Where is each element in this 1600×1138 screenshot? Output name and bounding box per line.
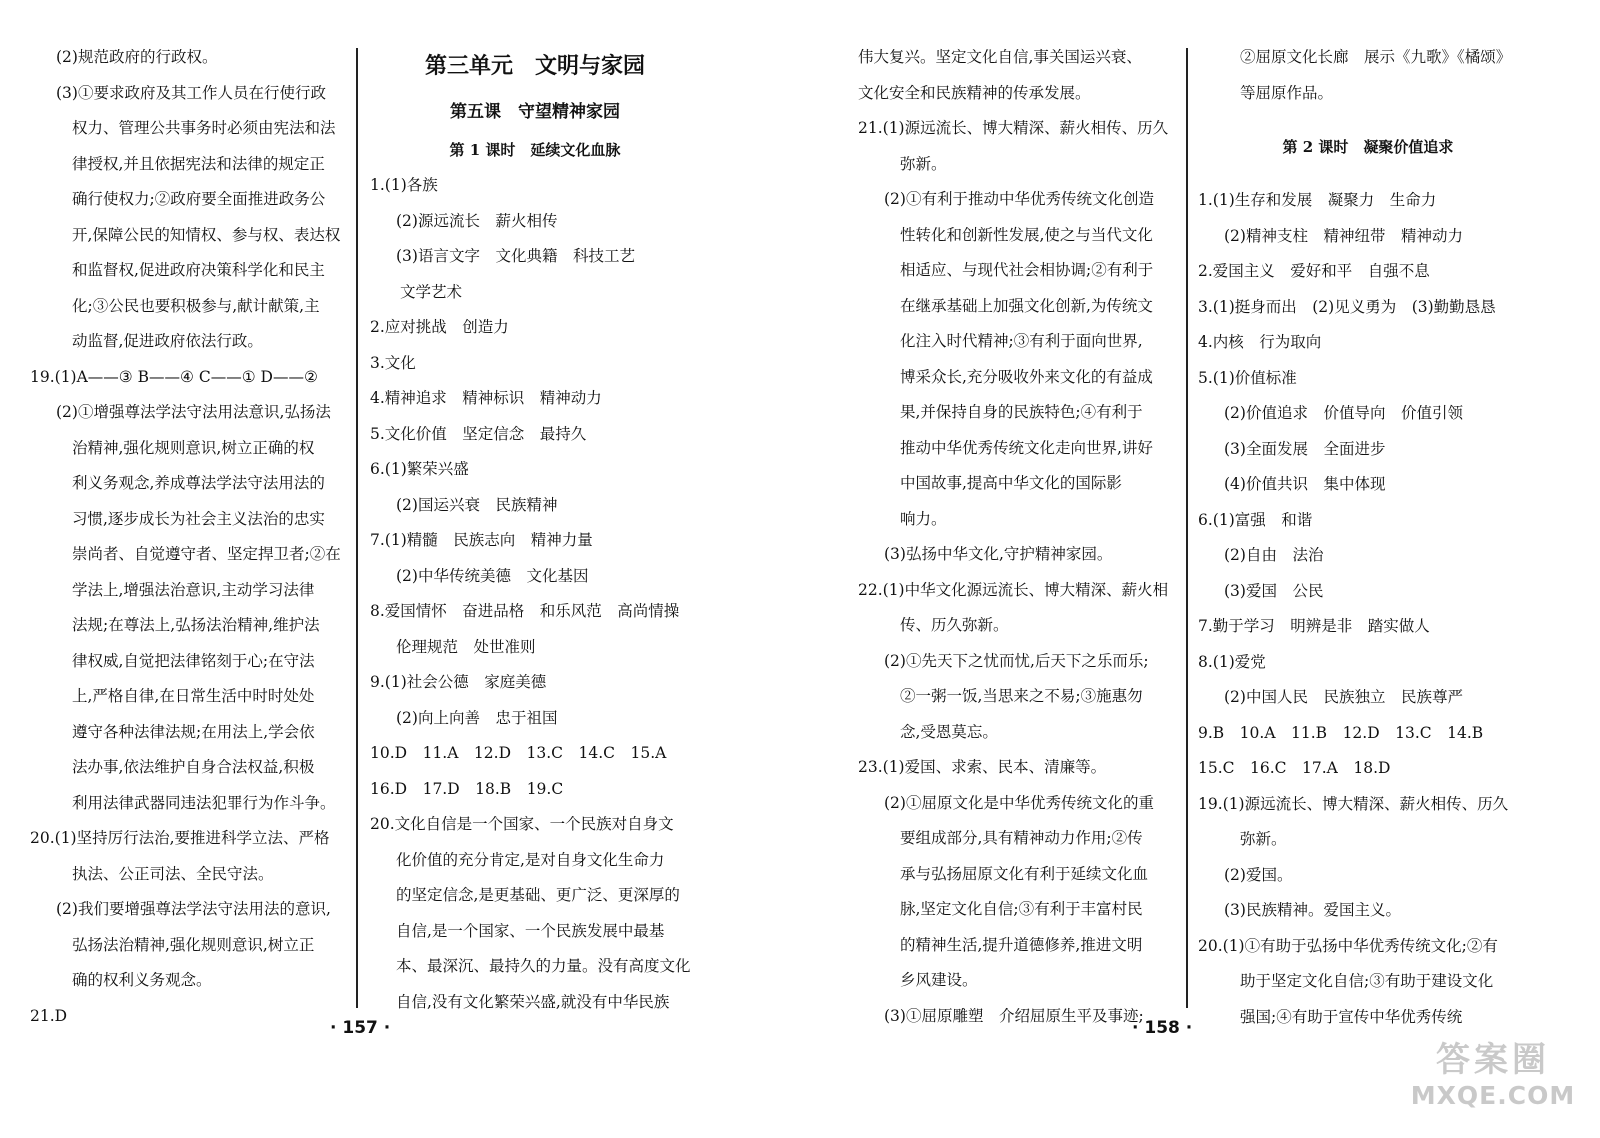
answer-line: 上,严格自律,在日常生活中时时处处 (72, 687, 315, 705)
answer-line: 律权威,自觉把法律铭刻于心;在守法 (72, 651, 315, 670)
answer-line: 20.文化自信是一个国家、一个民族对自身文 (370, 815, 674, 833)
answer-line: (2)中国人民 民族独立 民族尊严 (1224, 688, 1463, 706)
answer-line: 习惯,逐步成长为社会主义法治的忠实 (72, 509, 325, 528)
answer-line: 21.(1)源远流长、博大精深、薪火相传、历久 (858, 119, 1169, 137)
answer-line: (3)爱国 公民 (1224, 581, 1324, 600)
answer-line: 乡风建设。 (900, 971, 978, 989)
answer-line: (2)源远流长 薪火相传 (396, 211, 558, 230)
answer-line: 22.(1)中华文化源远流长、博大精深、薪火相 (858, 580, 1169, 599)
answer-line: 性转化和创新性发展,使之与当代文化 (900, 225, 1153, 244)
answer-line: (3)①要求政府及其工作人员在行使行政 (56, 83, 326, 102)
answer-line: 本、最深沉、最持久的力量。没有高度文化 (396, 957, 691, 975)
answer-line: (2)中华传统美德 文化基因 (396, 566, 589, 585)
answer-line: 等屈原作品。 (1240, 83, 1334, 102)
answer-line: 法规;在尊法上,弘扬法治精神,维护法 (72, 616, 320, 634)
answer-line: (2)精神支柱 精神纽带 精神动力 (1224, 226, 1463, 245)
answer-line: (2)爱国。 (1224, 865, 1293, 884)
answer-line: ②一粥一饭,当思来之不易;③施惠勿 (900, 687, 1143, 705)
right-page-column-2 (1198, 40, 1538, 1035)
answer-line: ②屈原文化长廊 展示《九歌》《橘颂》 (1240, 48, 1512, 66)
answer-line: (3)弘扬中华文化,守护精神家园。 (884, 545, 1113, 563)
answer-line: 推动中华优秀传统文化走向世界,讲好 (900, 438, 1153, 457)
page-number-left: · 157 · (330, 1018, 391, 1038)
answer-line: 相适应、与现代社会相协调;②有利于 (900, 261, 1154, 279)
answer-line: 2.爱国主义 爱好和平 自强不息 (1198, 262, 1430, 280)
answer-line: 权力、管理公共事务时必须由宪法和法 (72, 119, 336, 137)
answer-line: 8.爱国情怀 奋进品格 和乐风范 高尚情操 (370, 602, 680, 620)
answer-line: 要组成部分,具有精神动力作用;②传 (900, 829, 1143, 847)
answer-line: 21.D (30, 1006, 68, 1025)
answer-line: 23.(1)爱国、求索、民本、清廉等。 (858, 758, 1107, 776)
answer-line: 弥新。 (900, 154, 947, 173)
answer-line: 文学艺术 (400, 282, 463, 301)
answer-line: 自信,没有文化繁荣兴盛,就没有中华民族 (396, 992, 670, 1011)
answer-line: 的坚定信念,是更基础、更广泛、更深厚的 (396, 886, 680, 904)
answer-line: 传、历久弥新。 (900, 616, 1009, 634)
answer-line: 3.文化 (370, 353, 416, 372)
answer-line: 响力。 (900, 509, 947, 528)
answer-line: (2)价值追求 价值导向 价值引领 (1224, 404, 1463, 422)
answer-line: 19.(1)源远流长、博大精深、薪火相传、历久 (1198, 794, 1509, 813)
answer-line: (2)①屈原文化是中华优秀传统文化的重 (884, 793, 1154, 812)
answer-line: 念,受恩莫忘。 (900, 722, 998, 741)
left-page-column-2 (370, 40, 700, 1020)
answer-line: 文化安全和民族精神的传承发展。 (858, 83, 1091, 102)
answer-line: 伟大复兴。坚定文化自信,事关国运兴衰、 (858, 48, 1142, 66)
watermark-text-en: MXQE.COM (1410, 1081, 1576, 1110)
answer-line: 5.文化价值 坚定信念 最持久 (370, 424, 587, 443)
answer-line: 确行使权力;②政府要全面推进政务公 (72, 190, 326, 208)
answer-line: (2)国运兴衰 民族精神 (396, 495, 558, 514)
answer-line: 20.(1)坚持厉行法治,要推进科学立法、严格 (30, 829, 330, 847)
spacer (1198, 165, 1538, 183)
answer-line: (2)①增强尊法学法守法用法意识,弘扬法 (56, 403, 331, 421)
answer-line: (4)价值共识 集中体现 (1224, 475, 1386, 493)
answer-line: 助于坚定文化自信;③有助于建设文化 (1240, 972, 1494, 990)
answer-line: 19.(1)A——③ B——④ C——① D——② (30, 367, 318, 386)
watermark-logo (1398, 1032, 1588, 1110)
answer-line: 6.(1)繁荣兴盛 (370, 460, 469, 478)
answer-line: 在继承基础上加强文化创新,为传统文 (900, 296, 1153, 315)
left-page-column-1 (30, 40, 360, 1034)
answer-line: 脉,坚定文化自信;③有利于丰富村民 (900, 900, 1143, 918)
answer-line: 法办事,依法维护自身合法权益,积极 (72, 758, 315, 776)
answer-line: 确的权利义务观念。 (72, 971, 212, 989)
answer-line: (2)向上向善 忠于祖国 (396, 708, 558, 727)
answer-line: 4.内核 行为取向 (1198, 333, 1322, 351)
answer-line: (2)①有利于推动中华优秀传统文化创造 (884, 190, 1154, 208)
spacer (1198, 111, 1538, 129)
answer-line: (2)自由 法治 (1224, 546, 1324, 564)
answer-line: 弥新。 (1240, 830, 1287, 848)
answer-line: 10.D 11.A 12.D 13.C 14.C 15.A (370, 744, 667, 762)
answer-line: 9.B 10.A 11.B 12.D 13.C 14.B (1198, 723, 1484, 742)
lesson-title: 第五课 守望精神家园 (450, 102, 620, 122)
answer-line: (3)①屈原雕塑 介绍屈原生平及事迹; (884, 1006, 1144, 1025)
answer-line: 执法、公正司法、全民守法。 (72, 864, 274, 883)
answer-line: 开,保障公民的知情权、参与权、表达权 (72, 225, 341, 244)
answer-line: 崇尚者、自觉遵守者、坚定捍卫者;②在 (72, 545, 341, 563)
answer-line: 伦理规范 处世准则 (396, 637, 536, 656)
answer-line: 弘扬法治精神,强化规则意识,树立正 (72, 935, 315, 954)
answer-line: 强国;④有助于宣传中华优秀传统 (1240, 1007, 1463, 1026)
answer-line: 4.精神追求 精神标识 精神动力 (370, 389, 602, 407)
answer-line: 7.勤于学习 明辨是非 踏实做人 (1198, 617, 1430, 635)
answer-line: 20.(1)①有助于弘扬中华优秀传统文化;②有 (1198, 936, 1498, 955)
answer-line: 利用法律武器同违法犯罪行为作斗争。 (72, 793, 336, 812)
answer-line: 的精神生活,提升道德修养,推进文明 (900, 935, 1143, 954)
column-divider (1186, 48, 1188, 1008)
answer-line: 和监督权,促进政府决策科学化和民主 (72, 261, 325, 279)
answer-line: (3)语言文字 文化典籍 科技工艺 (396, 247, 635, 265)
answer-line: 2.应对挑战 创造力 (370, 318, 509, 336)
answer-line: 博采众长,充分吸收外来文化的有益成 (900, 367, 1153, 386)
answer-line: 5.(1)价值标准 (1198, 368, 1297, 387)
answer-line: 承与弘扬屈原文化有利于延续文化血 (900, 864, 1149, 883)
answer-line: (2)①先天下之忧而忧,后天下之乐而乐; (884, 651, 1149, 670)
right-page-column-1 (858, 40, 1188, 1034)
answer-line: 果,并保持自身的民族特色;④有利于 (900, 403, 1143, 421)
answer-line: (3)民族精神。爱国主义。 (1224, 901, 1401, 919)
watermark-text-cn: 答案圈 (1436, 1040, 1550, 1080)
answer-line: (3)全面发展 全面进步 (1224, 439, 1386, 458)
answer-line: 化价值的充分肯定,是对自身文化生命力 (396, 850, 665, 869)
answer-line: 自信,是一个国家、一个民族发展中最基 (396, 921, 665, 940)
answer-line: (2)我们要增强尊法学法守法用法的意识, (56, 900, 331, 918)
column-divider (356, 48, 358, 1008)
answer-line: 1.(1)各族 (370, 176, 438, 194)
answer-line: (2)规范政府的行政权。 (56, 48, 218, 66)
answer-line: 中国故事,提高中华文化的国际影 (900, 474, 1122, 492)
answer-line: 7.(1)精髓 民族志向 精神力量 (370, 531, 593, 549)
answer-line: 3.(1)挺身而出 (2)见义勇为 (3)勤勤恳恳 (1198, 297, 1496, 316)
period-title: 第 2 课时 凝聚价值追求 (1282, 138, 1454, 156)
answer-line: 化注入时代精神;③有利于面向世界, (900, 332, 1143, 350)
answer-line: 6.(1)富强 和谐 (1198, 510, 1313, 529)
answer-line: 化;③公民也要积极参与,献计献策,主 (72, 296, 320, 315)
answer-line: 16.D 17.D 18.B 19.C (370, 779, 564, 798)
answer-line: 1.(1)生存和发展 凝聚力 生命力 (1198, 191, 1437, 209)
answer-line: 遵守各种法律法规;在用法上,学会依 (72, 722, 315, 741)
unit-title: 第三单元 文明与家园 (424, 53, 645, 79)
page-number-right: · 158 · (1132, 1018, 1193, 1038)
answer-line: 利义务观念,养成尊法学法守法用法的 (72, 474, 325, 492)
answer-line: 15.C 16.C 17.A 18.D (1198, 759, 1391, 777)
answer-line: 律授权,并且依据宪法和法律的规定正 (72, 154, 325, 173)
answer-line: 动监督,促进政府依法行政。 (72, 332, 263, 350)
answer-line: 学法上,增强法治意识,主动学习法律 (72, 580, 315, 599)
period-title: 第 1 课时 延续文化血脉 (449, 141, 621, 159)
answer-line: 9.(1)社会公德 家庭美德 (370, 673, 547, 691)
answer-line: 治精神,强化规则意识,树立正确的权 (72, 438, 315, 457)
answer-line: 8.(1)爱党 (1198, 652, 1266, 671)
